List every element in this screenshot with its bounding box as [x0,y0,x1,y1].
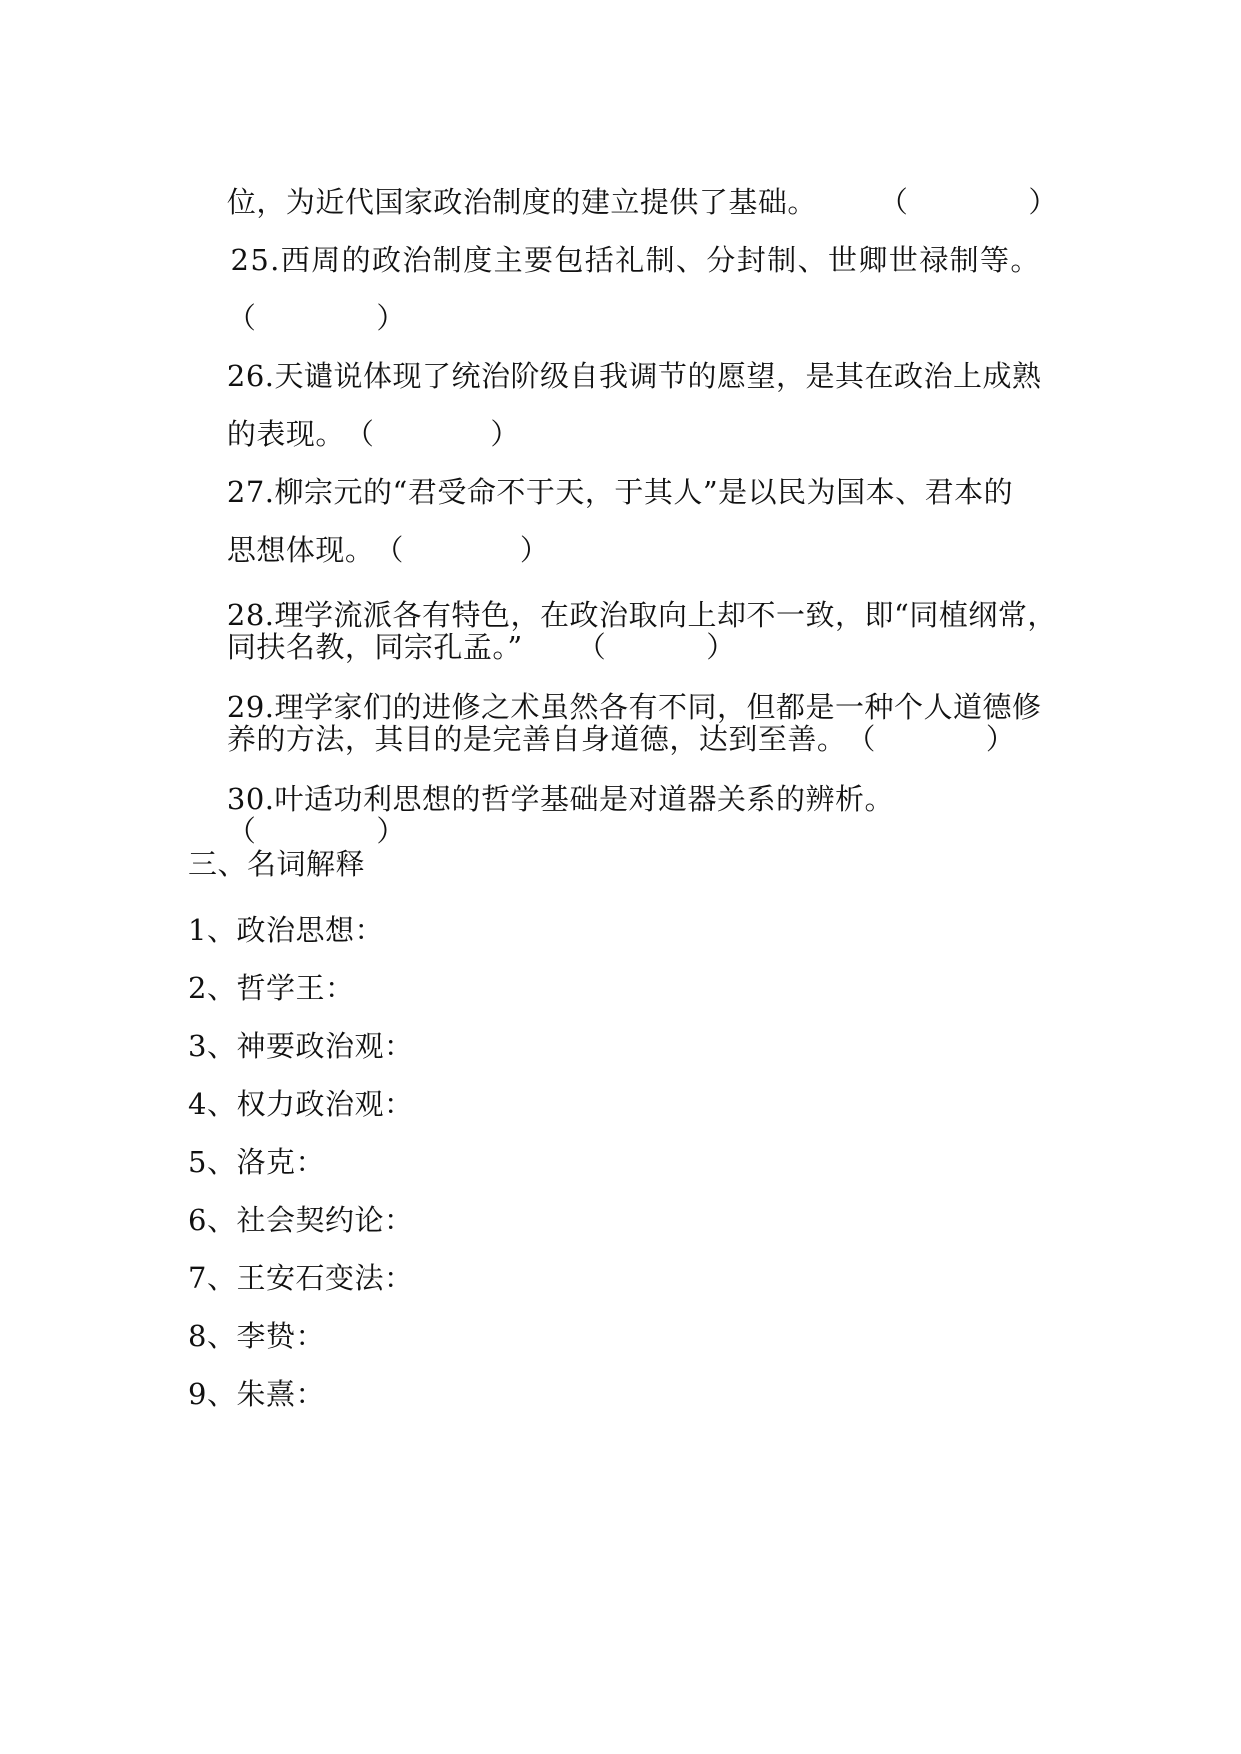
answer-paren-open: （ [226,814,257,848]
answer-paren-close: ） [985,722,1016,756]
statement-text: 28.理学流派各有特色，在政治取向上却不一致，即“同植纲常， [226,598,1057,632]
term-item: 2、哲学王： [188,971,355,1005]
term-item: 3、神要政治观： [188,1029,414,1063]
statement-text: 29.理学家们的进修之术虽然各有不同，但都是一种个人道德修 [226,690,1042,724]
statement-text: 位，为近代国家政治制度的建立提供了基础。 [226,185,817,219]
answer-paren-close: ） [490,417,520,451]
section-heading: 三、名词解释 [188,847,366,881]
statement-text: 26.天谴说体现了统治阶级自我调节的愿望，是其在政治上成熟 [226,359,1042,393]
answer-paren-open: （ [374,533,404,567]
term-item: 6、社会契约论： [188,1203,414,1237]
answer-paren-open: （ [846,722,876,756]
term-item: 8、李贽： [188,1319,325,1353]
answer-paren-open: （ [576,630,607,664]
statement-text: 同扶名教，同宗孔孟。” [226,630,523,664]
statement-text: 25.西周的政治制度主要包括礼制、分封制、世卿世禄制等。 [230,243,1041,277]
term-item: 1、政治思想： [188,913,384,947]
statement-text: 27.柳宗元的“君受命不于天，于其人”是以民为国本、君本的 [226,475,1014,509]
statement-text: 养的方法，其目的是完善自身道德，达到至善。 [226,722,847,756]
answer-paren-open: （ [344,417,375,451]
term-item: 5、洛克： [188,1145,325,1179]
answer-paren-close: ） [376,814,406,848]
term-item: 9、朱熹： [188,1377,325,1411]
answer-paren-open: （ [878,185,909,219]
answer-paren-close: ） [519,533,550,567]
term-item: 7、王安石变法： [188,1261,414,1295]
answer-paren-close: ） [376,301,406,335]
statement-text: 30.叶适功利思想的哲学基础是对道器关系的辨析。 [226,782,894,816]
answer-paren-close: ） [706,630,736,664]
term-item: 4、权力政治观： [188,1087,414,1121]
answer-paren-open: （ [226,301,257,335]
statement-text: 思想体现。 [226,533,375,567]
answer-paren-close: ） [1028,185,1058,219]
statement-text: 的表现。 [226,417,345,451]
